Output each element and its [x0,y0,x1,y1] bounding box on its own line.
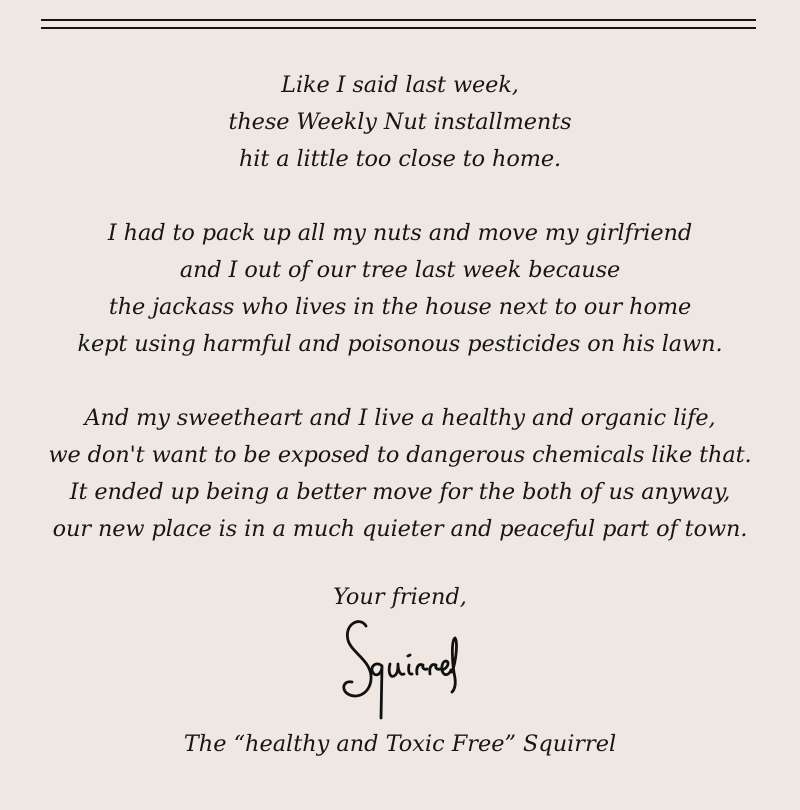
top-divider-line-lower [41,27,756,29]
letter-line: our new place is in a much quieter and peaceful part of town. [52,516,748,542]
letter-line: kept using harmful and poisonous pesticides on his lawn. [77,331,723,357]
letter-line: Like I said last week, [281,72,519,98]
closing-salutation: Your friend, [333,584,467,610]
paragraph-gap [0,178,800,215]
letter-line: hit a little too close to home. [238,146,562,172]
letter-line: we don't want to be exposed to dangerous chemicals like that. [48,442,752,468]
letter-line: It ended up being a better move for the both of us anyway, [69,479,731,505]
letter-line: the jackass who lives in the house next to our home [108,294,692,320]
paragraph-gap [0,363,800,400]
letter-line: And my sweetheart and I live a healthy and organic life, [84,405,716,431]
signature-caption: The “healthy and Toxic Free” Squirrel [183,731,617,757]
top-divider-line [41,19,756,21]
letter-body [0,67,800,548]
signature-squirrel [338,618,464,722]
letter-line: these Weekly Nut installments [228,109,572,135]
letter-line: and I out of our tree last week because [179,257,621,283]
letter-line: I had to pack up all my nuts and move my girlfriend [107,220,693,246]
